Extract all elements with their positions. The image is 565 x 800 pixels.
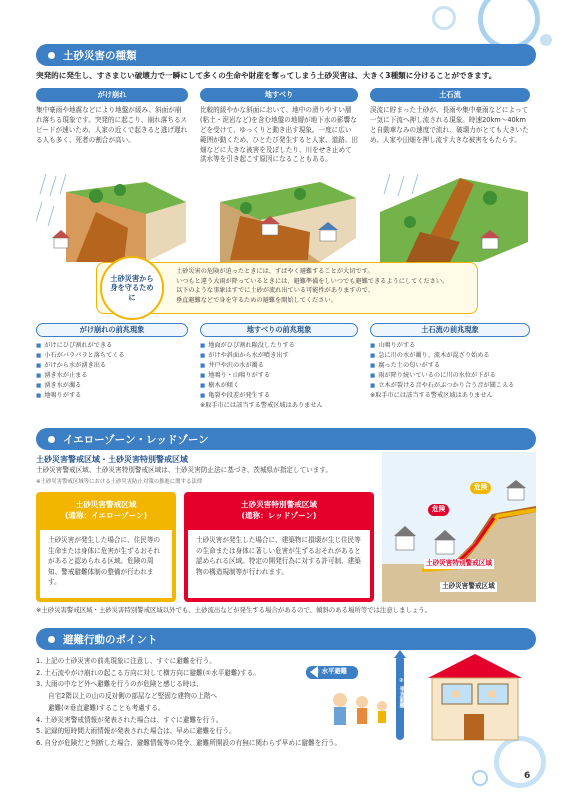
list-item: 6. 自分が危険だと判断した場合、避難情報等の発令、避難所開設の有無に関わらず早めに避難を行う。 (36, 739, 342, 748)
label-debris-flow: 土石流 (370, 88, 530, 102)
list-item: ■ 湧き水が濁る (36, 381, 188, 391)
evacuation-illustration (300, 650, 530, 742)
list-item: ■ がけや斜面から水が噴き出す (200, 351, 358, 361)
bullet-dot (48, 436, 55, 443)
red-zone-title: 土砂災害特別警戒区域 (241, 500, 317, 509)
list-item: ■ 雨が降り続いているのに川の水位が下がる (370, 371, 532, 381)
section-title-text: 避難行動のポイント (63, 633, 158, 646)
list-item: 1. 上記の土砂災害の前兆現象に注意し、すぐに避難を行う。 (36, 657, 216, 665)
list-item: ■ がけから水が湧き出る (36, 361, 188, 371)
horizontal-evacuation-label: ① 水平避難 (314, 667, 348, 675)
sign-title-cliff-collapse: がけ崩れの前兆現象 (36, 323, 188, 337)
list-item: ■ 亀裂や段差が発生する (200, 391, 358, 401)
decorative-circle (478, 0, 540, 50)
desc-cliff-collapse: 集中豪雨や地震などにより地盤が緩み、斜面が崩れ落ちる現象です。突発的に起こり、崩れ落ちるスピードが速いため、人家の近くで起きると逃げ遅れる人も多く、死者の割合が高い。 (36, 106, 188, 144)
signs-list-debris-flow (370, 341, 532, 391)
diagram-danger-label (470, 482, 491, 494)
red-zone-body: 土砂災害が発生した場合に、建築物に損壊が生じ住民等の生命または身体に著しい危害が生ずるおそれがあると認められる区域。特定の開発行為に対する許可制、建築物の構造規制等が行われます。 (188, 530, 370, 598)
protect-badge-text: 土砂災害から身を守るために (110, 273, 154, 302)
section-title-evacuation (36, 628, 536, 650)
types-lead: 突発的に発生し、すさまじい破壊力で一瞬にして多くの生命や財産を奪ってしまう土砂災害は、大きく3種類に分けることができます。 (36, 71, 497, 80)
label-cliff-collapse: がけ崩れ (36, 88, 188, 102)
yellow-zone-alias: (通称：イエローゾーン) (64, 511, 148, 520)
list-item: 4. 土砂災害警戒情報が発表された場合は、すぐに避難を行う。 (36, 715, 223, 724)
page-number: 6 (524, 771, 531, 781)
zones-subtitle: 土砂災害警戒区域・土砂災害特別警戒区域 (36, 455, 188, 464)
bullet-dot (48, 52, 55, 59)
protect-line: いつもと違う大雨が降っているときには、避難準備をしいつでも避難できるようにしてください。 (176, 277, 449, 285)
cliff-collapse-illustration (36, 172, 188, 264)
sign-title-debris-flow: 土石流の前兆現象 (370, 323, 530, 337)
list-item: 5. 記録的短時間大雨情報が発表された場合は、早めに避難を行う。 (36, 727, 236, 736)
protect-line: 土砂災害の危険が迫ったときには、すばやく避難することが大切です。 (176, 268, 374, 275)
section-title-zones (36, 428, 536, 450)
label-landslide: 地すべり (200, 88, 358, 102)
yellow-zone-card (36, 492, 176, 602)
list-item: ■ 小石がパラパラと落ちてくる (36, 351, 188, 361)
landslide-note: ※取手市には該当する警戒区域はありません (200, 402, 323, 409)
diagram-red-zone-label: 土砂災害特別警戒区域 (426, 559, 492, 567)
zones-footnote: ※土砂災害警戒区域・土砂災害特別警戒区域以外でも、土砂流出などが発生する場合があるので、傾斜のある場所等では注意しましょう。 (36, 606, 432, 614)
protect-text (176, 267, 474, 305)
protect-line: 垂直避難などで身を守るための避難を開始してください。 (176, 296, 337, 304)
protect-line: 以下のような事象はすでに土砂が流れ出ている可能性がありますので、 (176, 287, 375, 295)
zone-diagram (382, 452, 536, 602)
diagram-danger-label (428, 504, 449, 516)
yellow-zone-header (36, 492, 176, 521)
landslide-illustration (200, 172, 358, 264)
list-item: ■ 樹木が傾く (200, 381, 358, 391)
list-item: ■ 地鳴りがする (36, 391, 188, 401)
debris-flow-illustration (370, 172, 530, 264)
list-item: 自宅2階以上の山の反対側の部屋など堅固な建物の上階へ (48, 692, 218, 701)
section-title-text: 土砂災害の種類 (63, 49, 137, 62)
list-item: ■ 山鳴りがする (370, 341, 532, 351)
yellow-zone-body: 土砂災害が発生した場合に、住民等の生命または身体に危害が生ずるおそれがあると認められる区域。危険の周知、警戒避難体制の整備が行われます。 (40, 530, 172, 598)
yellow-zone-title: 土砂災害警戒区域 (75, 500, 137, 509)
desc-debris-flow: 渓流に貯まった土砂が、長雨や集中豪雨などによって一気に下流へ押し流される現象。時速20km〜40kmと自動車なみの速度で流れ、破壊力がとても大きいため、人家や田畑を押し流す大きな被害をもたらす。 (370, 106, 529, 144)
red-zone-header (184, 492, 374, 521)
zones-text: 土砂災害警戒区域、土砂災害特別警戒区域は、土砂災害防止法に基づき、茨城県が指定しています。 (36, 466, 332, 474)
section-title-types (36, 44, 536, 66)
decorative-circle (472, 770, 488, 786)
red-zone-alias: (通称：レッドゾーン) (241, 511, 317, 520)
list-item: ■ がけにひび割れができる (36, 341, 188, 351)
decorative-circle (432, 6, 456, 30)
diagram-yellow-zone-label: 土砂災害警戒区域 (442, 582, 495, 590)
debris-flow-note: ※取手市には該当する警戒区域はありません (370, 392, 493, 399)
danger-text: 危険 (432, 505, 446, 513)
signs-list-landslide (200, 341, 358, 401)
danger-text: 危険 (474, 483, 488, 491)
vertical-evacuation-label: ② 垂直避難 (398, 678, 405, 709)
red-zone-card (184, 492, 374, 602)
list-item: 3. 大雨の中など外へ避難を行うのが危険と感じる時は、 (36, 680, 203, 689)
sign-title-landslide: 地すべりの前兆現象 (200, 323, 358, 337)
list-item: ■ 湧き水が止まる (36, 371, 188, 381)
list-item: ■ 立木が裂ける音や石がぶつかり合う音が聞こえる (370, 381, 532, 391)
list-item: ■ 井戸や沢の水が濁る (200, 361, 358, 371)
protect-badge (100, 256, 164, 320)
section-title-text: イエローゾーン・レッドゾーン (63, 433, 209, 446)
list-item: ■ 腐った土の匂いがする (370, 361, 532, 371)
list-item: 2. 土石流やがけ崩れの起こる方向に対して横方向に避難(①水平避難)する。 (36, 668, 260, 677)
list-item: ■ 地鳴り・山鳴りがする (200, 371, 358, 381)
list-item: ■ 急に川の水が濁り、流木が混ざり始める (370, 351, 532, 361)
signs-list-cliff-collapse (36, 341, 188, 401)
bullet-dot (48, 636, 55, 643)
zones-law-note: ※土砂災害警戒区域等における土砂災害防止対策の推進に関する法律 (36, 479, 203, 485)
decorative-circle (540, 34, 552, 46)
desc-landslide: 比較的緩やかな斜面において、地中の滑りやすい層(粘土・泥岩など)を含む地盤の地層が地下水の影響などを受けて、ゆっくりと動き出す現象。一度に広い範囲が動くため、ひとたび発生すると人家、道路、田畑などに大きな被害を及ぼしたり、川をせき止めて洪水等を引き起こす原因になることもある。 (200, 106, 358, 164)
list-item: ■ 地面がひび割れ陥没したりする (200, 341, 358, 351)
list-item: 避難(②垂直避難)することも考慮する。 (48, 703, 165, 712)
